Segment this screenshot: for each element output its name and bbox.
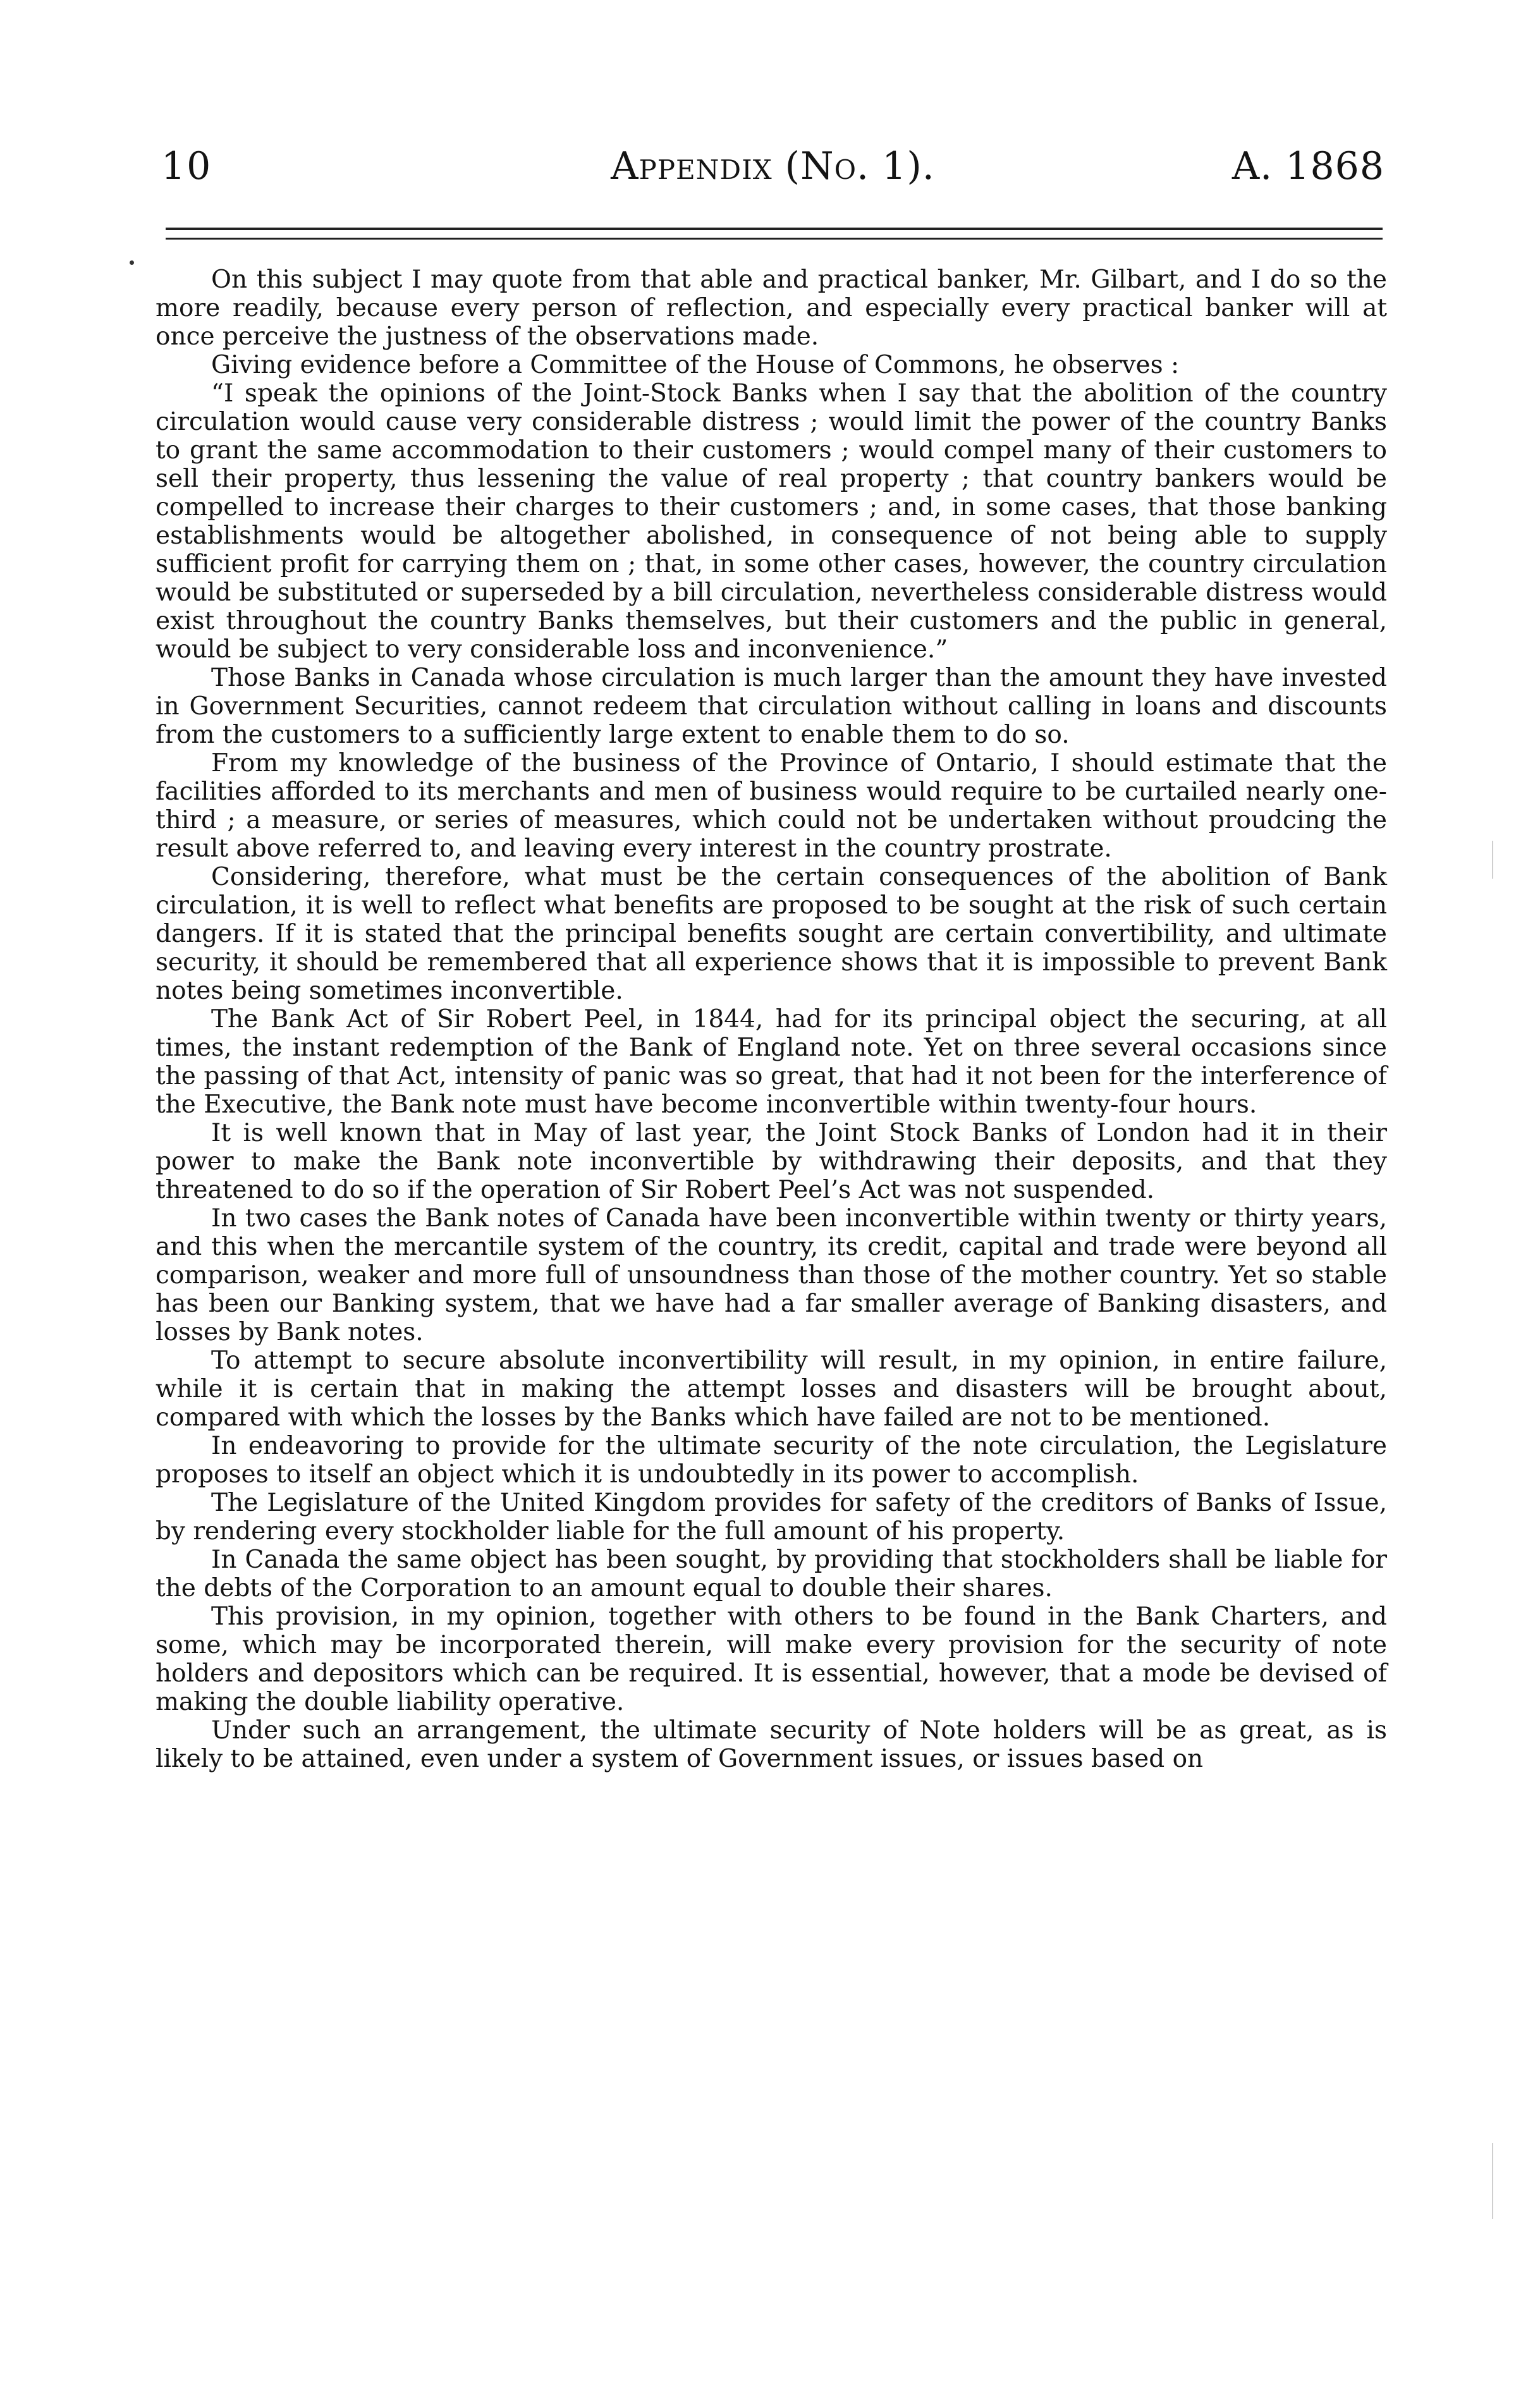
page-header bbox=[161, 144, 1384, 201]
paragraph: In endeavoring to provide for the ultimate security of the note circulation, the Legislature proposes to itself an object which it is undoubtedly in its power to accomplish. bbox=[156, 1432, 1387, 1489]
scan-edge-mark bbox=[1492, 2143, 1493, 2219]
paragraph: The Legislature of the United Kingdom provides for safety of the creditors of Banks of Issue, by rendering every stockholder liable for the full amount of his property. bbox=[156, 1489, 1387, 1546]
page-number: 10 bbox=[161, 144, 212, 188]
running-title: Appendix (No. 1). bbox=[611, 144, 935, 188]
document-year: A. 1868 bbox=[1231, 144, 1384, 188]
paragraph: The Bank Act of Sir Robert Peel, in 1844, had for its principal object the securing, at all times, the instant redemption of the Bank of England note. Yet on three several occasions since the passing of that Act, intensity of panic was so great, that had it not been for the interference of the Executive, the Bank note must have become inconvertible within twenty-four hours. bbox=[156, 1005, 1387, 1119]
paragraph: On this subject I may quote from that able and practical banker, Mr. Gilbart, and I do so the more readily, because every person of reflection, and especially every practical banker will at once perceive the justness of the observations made. bbox=[156, 265, 1387, 351]
margin-mark bbox=[130, 260, 134, 265]
paragraph: Those Banks in Canada whose circulation is much larger than the amount they have invested in Government Securities, cannot redeem that circulation without calling in loans and discounts from the customers to a sufficiently large extent to enable them to do so. bbox=[156, 664, 1387, 749]
paragraph: To attempt to secure absolute inconvertibility will result, in my opinion, in entire failure, while it is certain that in making the attempt losses and disasters will be brought about, compared with which the losses by the Banks which have failed are not to be mentioned. bbox=[156, 1346, 1387, 1432]
scan-edge-mark bbox=[1492, 841, 1493, 879]
paragraph: In Canada the same object has been sought, by providing that stockholders shall be liable for the debts of the Corporation to an amount equal to double their shares. bbox=[156, 1546, 1387, 1602]
paragraph: Giving evidence before a Committee of the House of Commons, he observes : bbox=[211, 351, 1180, 379]
header-rule-top bbox=[166, 228, 1383, 230]
quoted-paragraph: “I speak the opinions of the Joint-Stock Banks when I say that the abolition of the country circulation would cause very considerable distress ; would limit the power of the country Banks to grant the same accommodation to their customers ; would compel many of their customers to sell their property, thus lessening the value of real property ; that country bankers would be compelled to increase their charges to their customers ; and, in some cases, that those banking establishments would be altogether abolished, in consequence of not being able to supply sufficient profit for carrying them on ; that, in some other cases, however, the country circulation would be substituted or superseded by a bill circulation, nevertheless considerable distress would exist throughout the country Banks themselves, but their customers and the public in general, would be subject to very considerable loss and inconvenience.” bbox=[156, 379, 1387, 664]
paragraph: Considering, therefore, what must be the certain consequences of the abolition of Bank circulation, it is well to reflect what benefits are proposed to be sought at the risk of such certain dangers. If it is stated that the principal benefits sought are certain convertibility, and ultimate security, it should be remembered that all experience shows that it is impossible to prevent Bank notes being sometimes inconvertible. bbox=[156, 863, 1387, 1005]
body-text bbox=[156, 265, 1387, 1773]
paragraph: It is well known that in May of last year, the Joint Stock Banks of London had it in their power to make the Bank note inconvertible by withdrawing their deposits, and that they threatened to do so if the operation of Sir Robert Peel’s Act was not suspended. bbox=[156, 1119, 1387, 1204]
paragraph: Under such an arrangement, the ultimate security of Note holders will be as great, as is likely to be attained, even under a system of Government issues, or issues based on bbox=[156, 1716, 1387, 1773]
paragraph: This provision, in my opinion, together with others to be found in the Bank Charters, and some, which may be incorporated therein, will make every provision for the security of note holders and depositors which can be required. It is essential, however, that a mode be devised of making the double liability operative. bbox=[156, 1602, 1387, 1716]
header-rule-bottom bbox=[166, 238, 1383, 240]
paragraph: From my knowledge of the business of the Province of Ontario, I should estimate that the facilities afforded to its merchants and men of business would require to be curtailed nearly one-third ; a measure, or series of measures, which could not be undertaken without proudcing the result above referred to, and leaving every interest in the country prostrate. bbox=[156, 749, 1387, 863]
paragraph: In two cases the Bank notes of Canada have been inconvertible within twenty or thirty years, and this when the mercantile system of the country, its credit, capital and trade were beyond all comparison, weaker and more full of unsoundness than those of the mother country. Yet so stable has been our Banking system, that we have had a far smaller average of Banking disasters, and losses by Bank notes. bbox=[156, 1204, 1387, 1346]
